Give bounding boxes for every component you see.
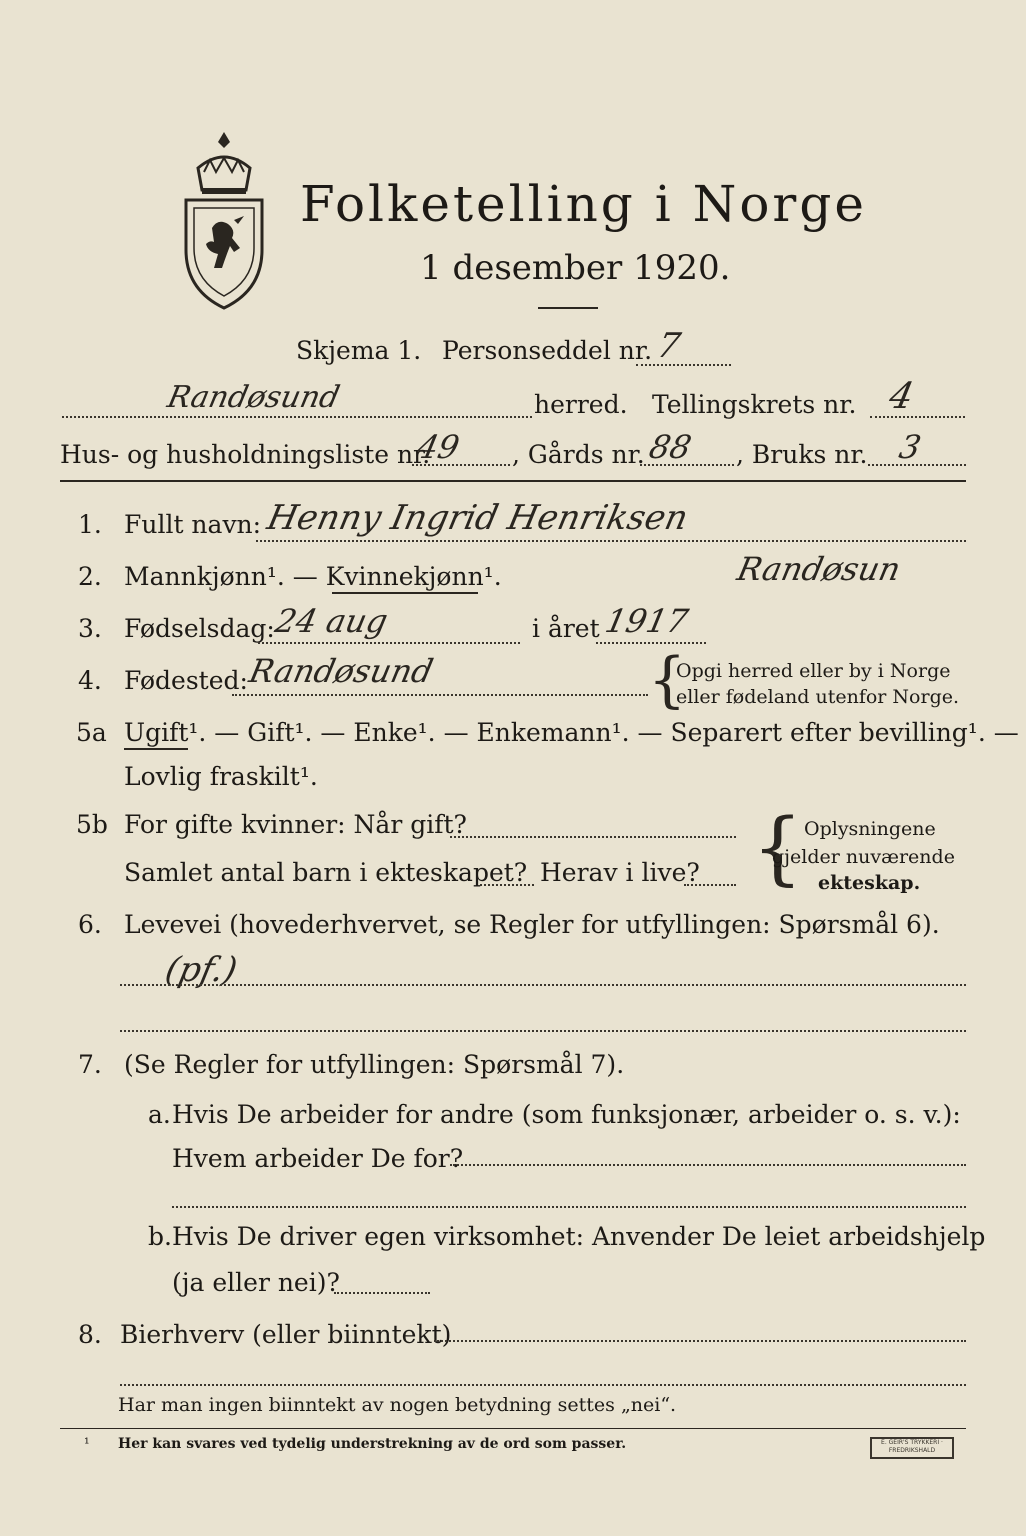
gards-label: , Gårds nr.: [512, 440, 645, 469]
q4-note-line1: Opgi herred eller by i Norge: [676, 660, 951, 682]
q1-number: 1.: [78, 510, 102, 539]
printer-stamp: E. GEIR'S TRYKKERI · FREDRIKSHALD: [870, 1437, 954, 1459]
q7a-line2: Hvem arbeider De for?: [172, 1144, 464, 1173]
q6-line1: [120, 984, 966, 986]
q8-number: 8.: [78, 1320, 102, 1349]
form-date: 1 desember 1920.: [420, 248, 731, 288]
herred-label: herred.: [534, 390, 628, 419]
q5b-number: 5b: [76, 810, 108, 839]
q6-value[interactable]: (pf.): [161, 950, 241, 990]
title-divider: [538, 307, 598, 309]
footnote-text: Her kan svares ved tydelig understrekning av de ord som passer.: [118, 1436, 627, 1452]
q7a-line-extra: [172, 1206, 966, 1208]
q7-label: (Se Regler for utfyllingen: Spørsmål 7).: [124, 1050, 625, 1079]
q3-label: Fødselsdag:: [124, 614, 275, 643]
q6-label: Levevei (hovederhvervet, se Regler for utfyllingen: Spørsmål 6).: [124, 910, 940, 939]
gards-line: [640, 464, 734, 466]
q6-line2: [120, 1030, 966, 1032]
q3-year-line: [596, 642, 706, 644]
coat-of-arms-icon: [178, 128, 270, 313]
q3-day-value[interactable]: 24 aug: [271, 602, 392, 640]
hus-value[interactable]: 49: [413, 428, 463, 466]
q3-year-value[interactable]: 1917: [601, 602, 692, 640]
q8-label: Bierhverv (eller biinntekt): [120, 1320, 452, 1349]
q5b-note-line2: gjelder nuværende: [772, 846, 955, 868]
personseddel-value[interactable]: 7: [653, 326, 684, 366]
q1-value-continued[interactable]: Randøsun: [733, 550, 904, 588]
footnote-mark: ¹: [84, 1436, 90, 1452]
footer-rule: [60, 1428, 966, 1429]
tellingskrets-line: [870, 416, 965, 418]
q7-number: 7.: [78, 1050, 102, 1079]
q4-label: Fødested:: [124, 666, 248, 695]
q7a-line: [450, 1164, 966, 1166]
q4-line: [232, 694, 648, 696]
q4-number: 4.: [78, 666, 102, 695]
q2-underline-kvinnekjonn: [332, 592, 478, 594]
q5a-line1: Ugift¹. — Gift¹. — Enke¹. — Enkemann¹. — Separert efter bevilling¹. —: [124, 718, 1019, 747]
q7b-letter: b.: [148, 1222, 172, 1251]
q5a-underline-ugift: [124, 748, 188, 750]
q7a-line1: Hvis De arbeider for andre (som funksjonær, arbeider o. s. v.):: [172, 1100, 961, 1129]
form-title: Folketelling i Norge: [300, 175, 867, 233]
q5a-number: 5a: [76, 718, 107, 747]
q5b-note-line1: Oplysningene: [804, 818, 936, 840]
q5b-note-line3: ekteskap.: [818, 872, 921, 894]
q2-label: Mannkjønn¹. — Kvinnekjønn¹.: [124, 562, 502, 591]
q4-note-line2: eller fødeland utenfor Norge.: [676, 686, 960, 708]
q5b-children-line: [480, 884, 534, 886]
q4-brace: {: [648, 645, 687, 715]
header-rule: [60, 480, 966, 482]
q1-label: Fullt navn:: [124, 510, 262, 539]
q5b-line2b: Herav i live?: [540, 858, 700, 887]
q1-line: [256, 540, 966, 542]
q8-line-extra: [120, 1384, 966, 1386]
q5b-brace: {: [752, 801, 803, 894]
q8-line: [434, 1340, 966, 1342]
q5a-line2: Lovlig fraskilt¹.: [124, 762, 318, 791]
q5b-alive-line: [684, 884, 736, 886]
q3-day-line: [258, 642, 520, 644]
bruks-value[interactable]: 3: [895, 428, 925, 466]
q1-value[interactable]: Henny Ingrid Henriksen: [263, 498, 692, 538]
q5b-line2a: Samlet antal barn i ekteskapet?: [124, 858, 528, 887]
tellingskrets-value[interactable]: 4: [885, 376, 918, 417]
q5b-line1: For gifte kvinner: Når gift?: [124, 810, 467, 839]
q7b-line: [334, 1292, 430, 1294]
q3-year-label: i året: [532, 614, 600, 643]
q7a-letter: a.: [148, 1100, 171, 1129]
q5b-when-line: [450, 836, 736, 838]
herred-value[interactable]: Randøsund: [164, 380, 343, 415]
bruks-label: , Bruks nr.: [736, 440, 868, 469]
skjema-label: Skjema 1.: [296, 336, 422, 365]
q3-number: 3.: [78, 614, 102, 643]
hus-label: Hus- og husholdningsliste nr.: [60, 440, 431, 469]
personseddel-line: [636, 364, 731, 366]
q6-number: 6.: [78, 910, 102, 939]
gards-value[interactable]: 88: [645, 428, 695, 466]
personseddel-label: Personseddel nr.: [442, 336, 653, 365]
footer-note: Har man ingen biinntekt av nogen betydning settes „nei“.: [118, 1394, 677, 1416]
tellingskrets-label: Tellingskrets nr.: [652, 390, 857, 419]
q2-number: 2.: [78, 562, 102, 591]
q7b-line1: Hvis De driver egen virksomhet: Anvender De leiet arbeidshjelp: [172, 1222, 986, 1251]
hus-line: [412, 464, 510, 466]
herred-line: [62, 416, 532, 418]
q4-value[interactable]: Randøsund: [245, 652, 437, 690]
q7b-line2: (ja eller nei)?: [172, 1268, 340, 1297]
bruks-line: [868, 464, 966, 466]
